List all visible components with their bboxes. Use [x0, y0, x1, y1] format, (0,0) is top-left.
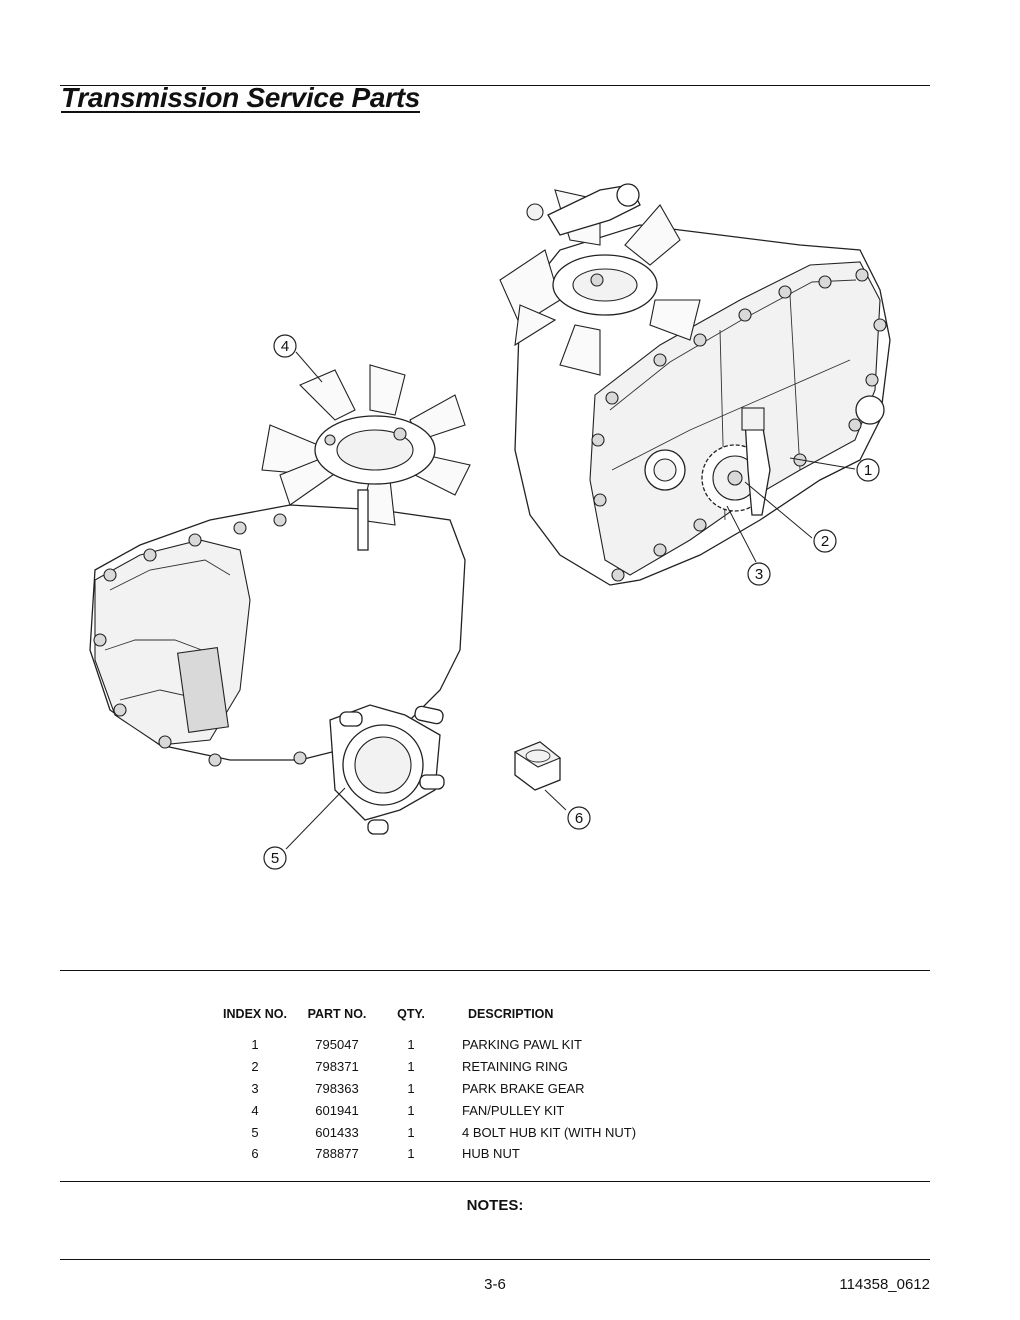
table-rule [60, 970, 930, 971]
left-transmission-drawing [90, 365, 470, 834]
cell-part-no: 788877 [315, 1146, 359, 1162]
cell-description: RETAINING RING [462, 1059, 568, 1075]
notes-label: NOTES: [466, 1197, 524, 1214]
wheel-hub [330, 705, 444, 834]
cell-qty: 1 [407, 1080, 415, 1096]
right-transmission-drawing [500, 184, 890, 585]
cell-description: HUB NUT [462, 1146, 520, 1162]
cell-part-no: 601941 [315, 1102, 359, 1118]
hub-nut-drawing [515, 742, 560, 790]
cell-description: PARKING PAWL KIT [462, 1037, 582, 1053]
header-description: DESCRIPTION [468, 1007, 554, 1021]
cell-description: PARK BRAKE GEAR [462, 1080, 585, 1096]
header-qty: QTY. [397, 1007, 425, 1021]
cell-part-no: 795047 [315, 1037, 359, 1053]
callout-label: 2 [820, 533, 830, 550]
callout-5 [264, 847, 286, 869]
cell-index-no: 4 [251, 1102, 259, 1118]
callout-6 [568, 807, 590, 829]
cell-qty: 1 [407, 1102, 415, 1118]
notes-rule [60, 1181, 930, 1182]
cell-index-no: 2 [251, 1059, 259, 1075]
parts-table [206, 1007, 728, 1165]
callout-1 [857, 459, 879, 481]
callout-3 [748, 563, 770, 585]
cell-part-no: 601433 [315, 1124, 359, 1140]
cell-qty: 1 [407, 1146, 415, 1162]
cell-index-no: 3 [251, 1080, 259, 1096]
table-row [206, 1078, 728, 1100]
table-row [206, 1056, 728, 1078]
callout-label: 1 [863, 462, 873, 479]
callout-4 [274, 335, 296, 357]
callout-label: 4 [280, 338, 290, 355]
document-number: 114358_0612 [839, 1276, 930, 1293]
callout-label: 6 [574, 810, 584, 827]
header-part-no: PART NO. [307, 1007, 367, 1021]
table-row [206, 1034, 728, 1056]
cell-qty: 1 [407, 1059, 415, 1075]
page-number: 3-6 [484, 1276, 506, 1293]
cell-part-no: 798363 [315, 1080, 359, 1096]
cell-description: 4 BOLT HUB KIT (WITH NUT) [462, 1124, 637, 1140]
table-header-row [206, 1007, 728, 1034]
footer-rule [60, 1259, 930, 1260]
page-title: Transmission Service Parts [61, 82, 420, 113]
table-row [206, 1143, 728, 1165]
header-index-no: INDEX NO. [223, 1007, 287, 1021]
cell-index-no: 6 [251, 1146, 259, 1162]
cell-description: FAN/PULLEY KIT [462, 1102, 565, 1118]
cell-index-no: 1 [251, 1037, 259, 1053]
cell-qty: 1 [407, 1037, 415, 1053]
callout-2 [814, 530, 836, 552]
cell-qty: 1 [407, 1124, 415, 1140]
callout-label: 3 [754, 566, 764, 583]
cell-index-no: 5 [251, 1124, 259, 1140]
callout-label: 5 [270, 850, 280, 867]
table-row [206, 1099, 728, 1121]
cell-part-no: 798371 [315, 1059, 359, 1075]
table-row [206, 1121, 728, 1143]
